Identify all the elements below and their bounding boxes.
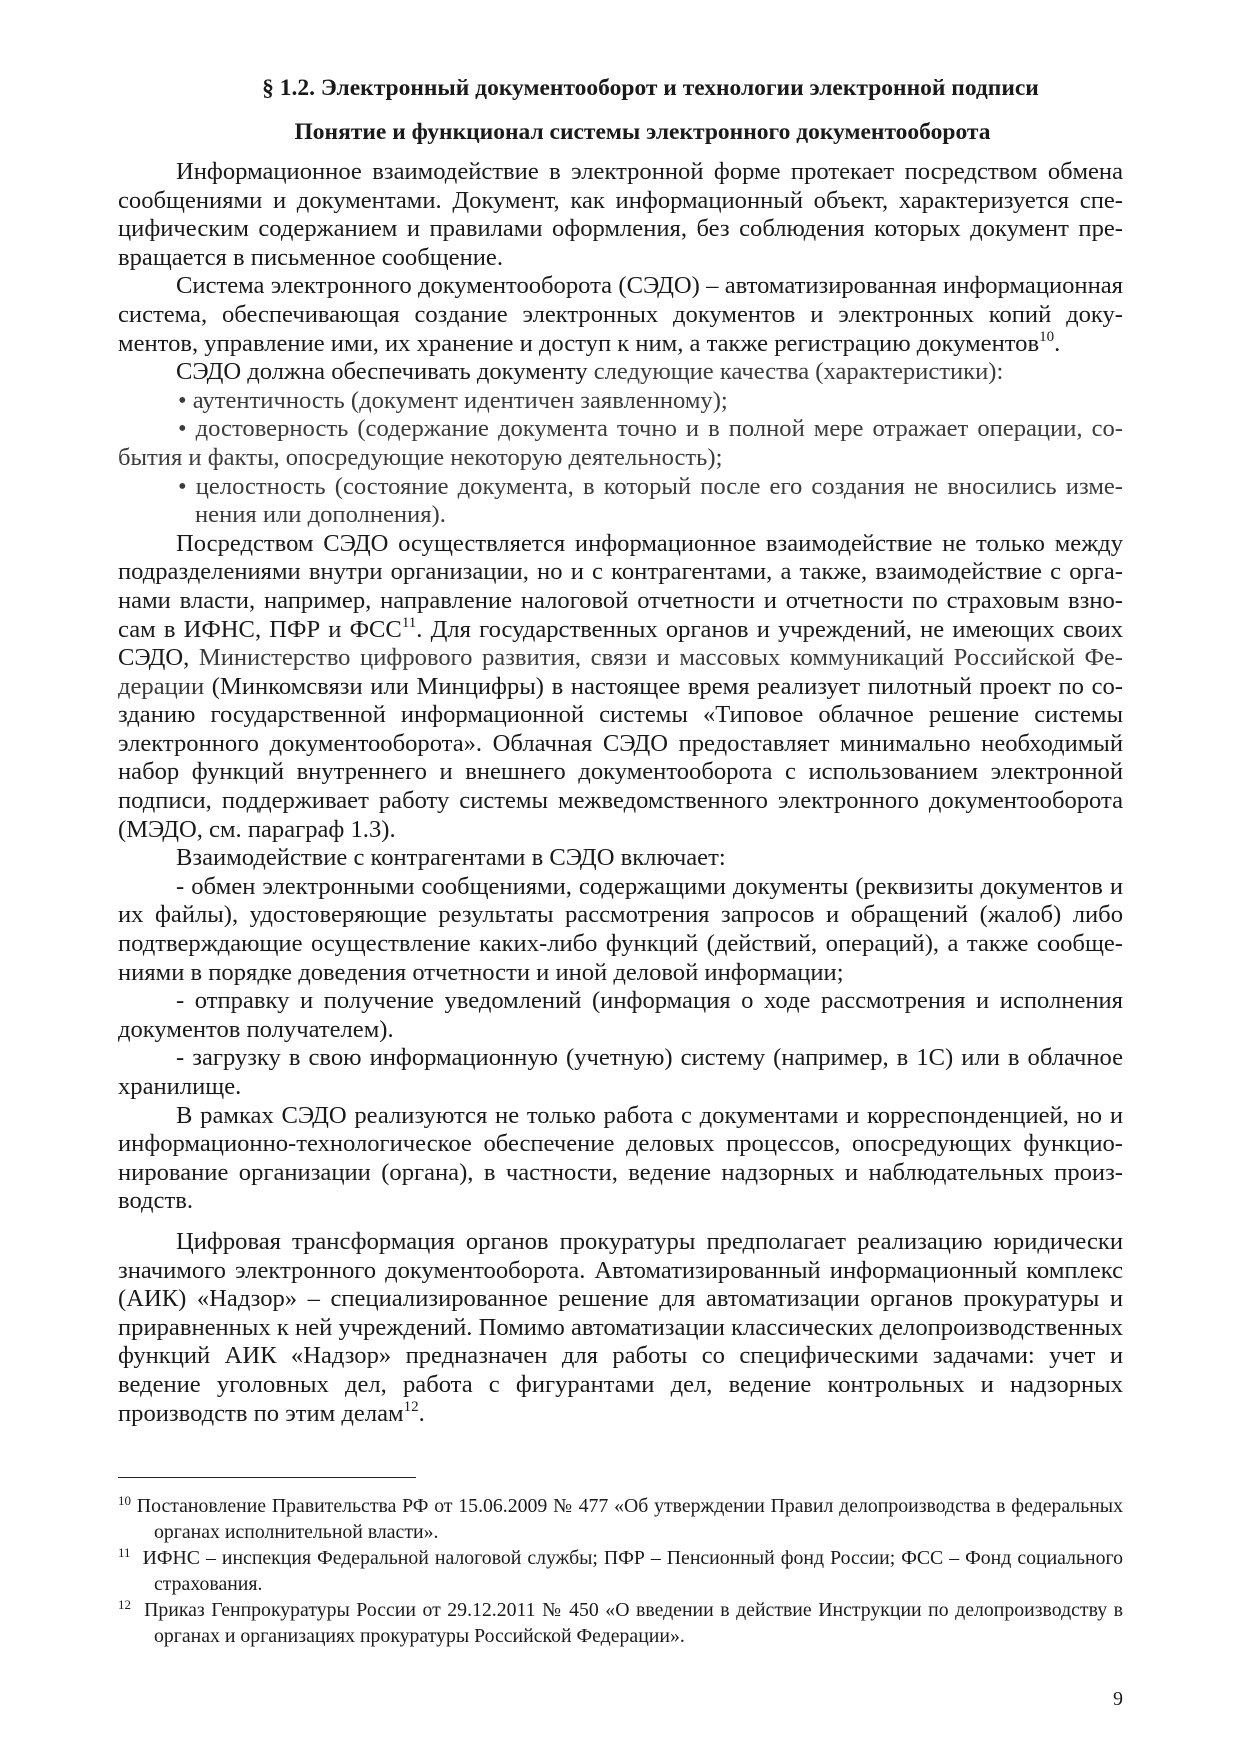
list-item-authenticity: • аутентичность (документ идентичен заявленному); <box>178 386 728 414</box>
paragraph-5: Взаимодействие с контрагентами в СЭДО включает: <box>176 844 726 872</box>
body-text <box>118 158 1123 1428</box>
paragraph-6: - обмен электронными сообщениями, содержащими документы (реквизиты документов и их файлы), удостоверяющие результаты рассмотрения запросов и обращений (жалоб) либо подтверждающие осуществление каких-либо функций (действий, операций), а также сообщениями в порядке доведения отчетности и иной деловой информации; <box>118 872 1123 986</box>
paragraph-4-ministry: Министерство цифрового развития, связи и массовых коммуникаций Российской Федерации <box>118 644 1123 700</box>
paragraph-4-text-b: . Для государственных органов и учреждений, не имеющих своих СЭДО, <box>118 615 1123 672</box>
paragraph-1: Информационное взаимодействие в электронной форме протекает посредством обмена сообщениями и документами. Документ, как информационный объект, характеризуется специфическим содержанием и правилами оформления, без соблюдения которых документ превращается в письменное сообщение. <box>118 158 1123 271</box>
footnote-number: 10 <box>118 1493 131 1508</box>
paragraph-2-text: Система электронного документооборота (СЭДО) – автоматизированная информационная система, обеспечивающая создание электронных документов и электронных копий документов, управление ими, их хранение и доступ к ним, а также регистрацию документов <box>118 272 1123 357</box>
paragraph-9: В рамках СЭДО реализуются не только работа с документами и корреспонденцией, но и информационно-технологическое обеспечение деловых процессов, опосредующих функционирование организации (органа), в частности, ведение надзорных и наблюдательных производств. <box>118 1101 1123 1215</box>
list-item-reliability-text: • достоверность (содержание документа точно и в полной мере отражает операции, события и факты, опосредующие некоторую деятельность); <box>118 415 1123 471</box>
footnote-number: 11 <box>118 1545 131 1560</box>
paragraph-4 <box>118 530 1123 845</box>
subsection-heading: Понятие и функционал системы электронного документооборота <box>294 119 991 145</box>
footnote-ref-10: 10 <box>1039 328 1055 345</box>
paragraph-10-end: . <box>418 1399 425 1427</box>
footnote-divider <box>118 1477 416 1478</box>
paragraph-10-text: Цифровая трансформация органов прокуратуры предполагает реализацию юридически значимого электронного документооборота. Автоматизированный информационный комплекс (АИК) «Надзор» – специализированное решение для автоматизации органов прокуратуры и приравненных к ней учреждений. Помимо автоматизации классических делопроизводственных функций АИК «Надзор» предназначен для работы со специфическими задачами: учет и ведение уголовных дел, работа с фигурантами дел, ведение контрольных и надзорных производств по этим делам <box>118 1227 1123 1427</box>
footnotes <box>118 1493 1123 1649</box>
paragraph-10 <box>118 1228 1123 1428</box>
footnote-ref-11: 11 <box>401 614 417 631</box>
footnote <box>118 1545 1123 1597</box>
paragraph-4-text-a: Посредством СЭДО осуществляется информационное взаимодействие не только между подразделениями внутри организации, но и с контрагентами, а также, взаимодействие с органами власти, например, направление налоговой отчетности и отчетности по страховым взносам в ИФНС, ПФР и ФСС <box>118 529 1123 643</box>
list-item-reliability <box>118 415 1123 472</box>
list-item-integrity: • целостность (состояние документа, в который после его создания не вносились изменения или дополнения). <box>178 472 1123 529</box>
footnote-ref-12: 12 <box>403 1398 419 1415</box>
footnote-text: ИФНС – инспекция Федеральной налоговой службы; ПФР – Пенсионный фонд России; ФСС – Фонд социального страхования. <box>142 1547 1123 1595</box>
footnote-number: 12 <box>118 1597 131 1612</box>
footnote-text: Постановление Правительства РФ от 15.06.2009 № 477 «Об утверждении Правил делопроизводства в федеральных органах исполнительной власти». <box>136 1495 1123 1543</box>
paragraph-3-rest: следующие качества (характеристики): <box>593 358 1004 386</box>
section-heading: § 1.2. Электронный документооборот и технологии электронной подписи <box>262 75 1039 101</box>
paragraph-7: - отправку и получение уведомлений (информация о ходе рассмотрения и исполнения документов получателем). <box>118 987 1123 1043</box>
paragraph-8: - загрузку в свою информационную (учетную) систему (например, в 1С) или в облачное хранилище. <box>118 1044 1123 1100</box>
paragraph-4-text-d: (Минкомсвязи или Минцифры) в настоящее время реализует пилотный проект по созданию государственной информационной системы «Типовое облачное решение системы электронного документооборота». Облачная СЭДО предоставляет минимально необходимый набор функций внутреннего и внешнего документооборота с использованием электронной подписи, поддерживает работу системы межведомственного электронного документооборота (МЭДО, см. параграф 1.3). <box>118 672 1123 843</box>
paragraph-3 <box>118 358 1123 387</box>
paragraph-2 <box>118 272 1123 358</box>
footnote <box>118 1597 1123 1649</box>
footnote-text: Приказ Генпрокуратуры России от 29.12.2011 № 450 «О введении в действие Инструкции по делопроизводству в органах и организациях прокуратуры Российской Федерации». <box>144 1599 1123 1647</box>
footnote <box>118 1493 1123 1545</box>
page-number: 9 <box>1113 1688 1123 1710</box>
paragraph-3-lead: СЭДО должна обеспечивать документу <box>176 358 594 386</box>
paragraph-2-end: . <box>1054 329 1061 357</box>
